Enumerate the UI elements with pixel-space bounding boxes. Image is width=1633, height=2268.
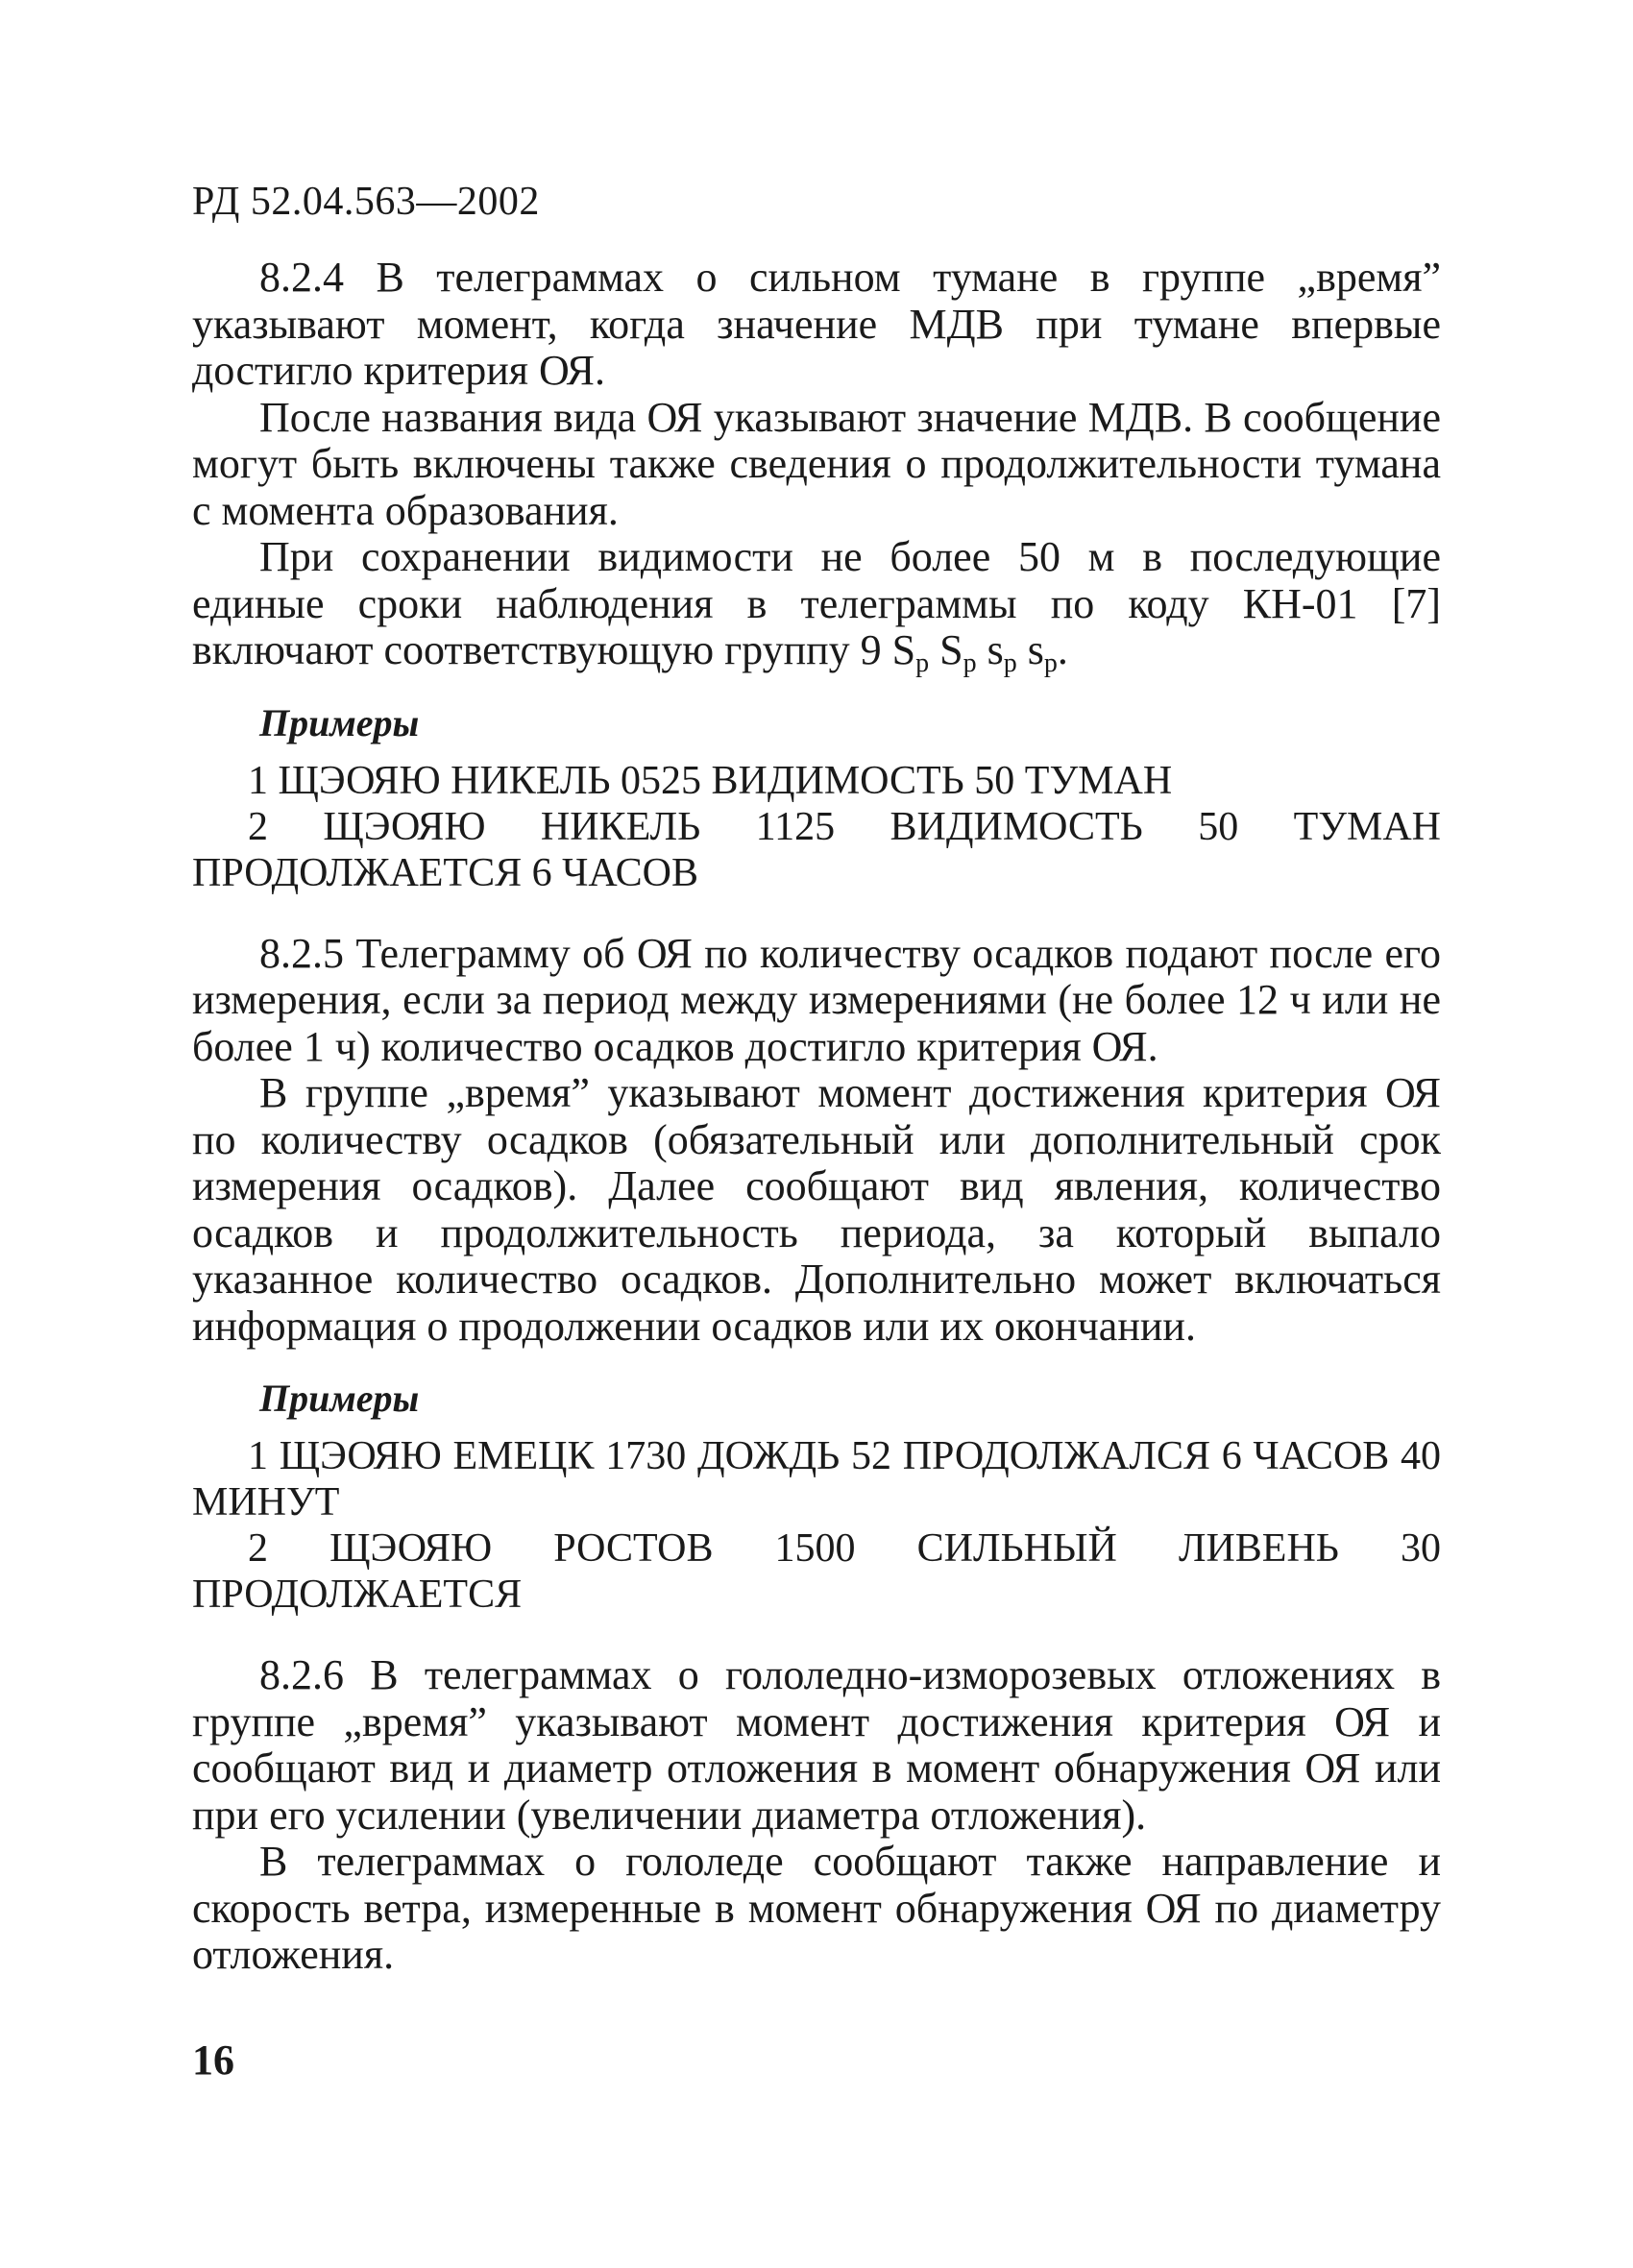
paragraph-text: . xyxy=(1057,626,1068,673)
document-page xyxy=(192,178,1441,1979)
example-item: 2 ЩЭОЯЮ НИКЕЛЬ 1125 ВИДИМОСТЬ 50 ТУМАН ПРОДОЛЖАЕТСЯ 6 ЧАСОВ xyxy=(192,804,1441,895)
paragraph-8-2-4-visibility xyxy=(192,533,1441,678)
paragraph-text: s xyxy=(1016,626,1044,673)
subscript-p: p xyxy=(915,648,930,678)
subscript-p: p xyxy=(963,648,977,678)
paragraph-8-2-6-intro: 8.2.6 В телеграммах о гололедно-изморозевых отложениях в группе „время” указывают момент достижения критерия ОЯ и сообщают вид и диаметр отложения в момент обнаружения ОЯ или при его усилении (увеличении диаметра отложения). xyxy=(192,1651,1441,1839)
paragraph-text: S xyxy=(929,626,963,673)
examples-heading: Примеры xyxy=(259,1377,420,1420)
subscript-p: p xyxy=(1043,648,1058,678)
examples-heading: Примеры xyxy=(259,700,420,744)
page-number: 16 xyxy=(192,2036,234,2084)
example-item: 1 ЩЭОЯЮ ЕМЕЦК 1730 ДОЖДЬ 52 ПРОДОЛЖАЛСЯ 6 ЧАСОВ 40 МИНУТ xyxy=(192,1434,1441,1524)
subscript-p: p xyxy=(1003,648,1017,678)
example-item: 1 ЩЭОЯЮ НИКЕЛЬ 0525 ВИДИМОСТЬ 50 ТУМАН xyxy=(248,758,1173,803)
paragraph-8-2-6-wind: В телеграммах о гололеде сообщают также направление и скорость ветра, измеренные в момент обнаружения ОЯ по диаметру отложения. xyxy=(192,1838,1441,1978)
document-code-header: РД 52.04.563—2002 xyxy=(192,180,540,224)
paragraph-text: s xyxy=(976,626,1004,673)
example-item: 2 ЩЭОЯЮ РОСТОВ 1500 СИЛЬНЫЙ ЛИВЕНЬ 30 ПРОДОЛЖАЕТСЯ xyxy=(192,1526,1441,1617)
paragraph-8-2-4-mdv: После названия вида ОЯ указывают значение МДВ. В сообщение могут быть включены также сведения о продолжительности тумана с момента образования. xyxy=(192,393,1441,534)
paragraph-text: При сохранении видимости не более 50 м в последующие единые сроки наблюдения в телеграммы по коду КН-01 [7] включают соответствующую группу 9 S xyxy=(192,533,1441,673)
paragraph-8-2-5-intro: 8.2.5 Телеграмму об ОЯ по количеству осадков подают после его измерения, если за период между измерениями (не более 12 ч или не более 1 ч) количество осадков достигло критерия ОЯ. xyxy=(192,929,1441,1070)
paragraph-8-2-4-intro: 8.2.4 В телеграммах о сильном тумане в группе „время” указывают момент, когда значение МДВ при тумане впервые достигло критерия ОЯ. xyxy=(192,254,1441,394)
paragraph-8-2-5-time: В группе „время” указывают момент достижения критерия ОЯ по количеству осадков (обязательный или дополнительный срок измерения осадков). Далее сообщают вид явления, количество осадков и продолжительность периода, за который выпало указанное количество осадков. Дополнительно может включаться информация о продолжении осадков или их окончании. xyxy=(192,1069,1441,1350)
